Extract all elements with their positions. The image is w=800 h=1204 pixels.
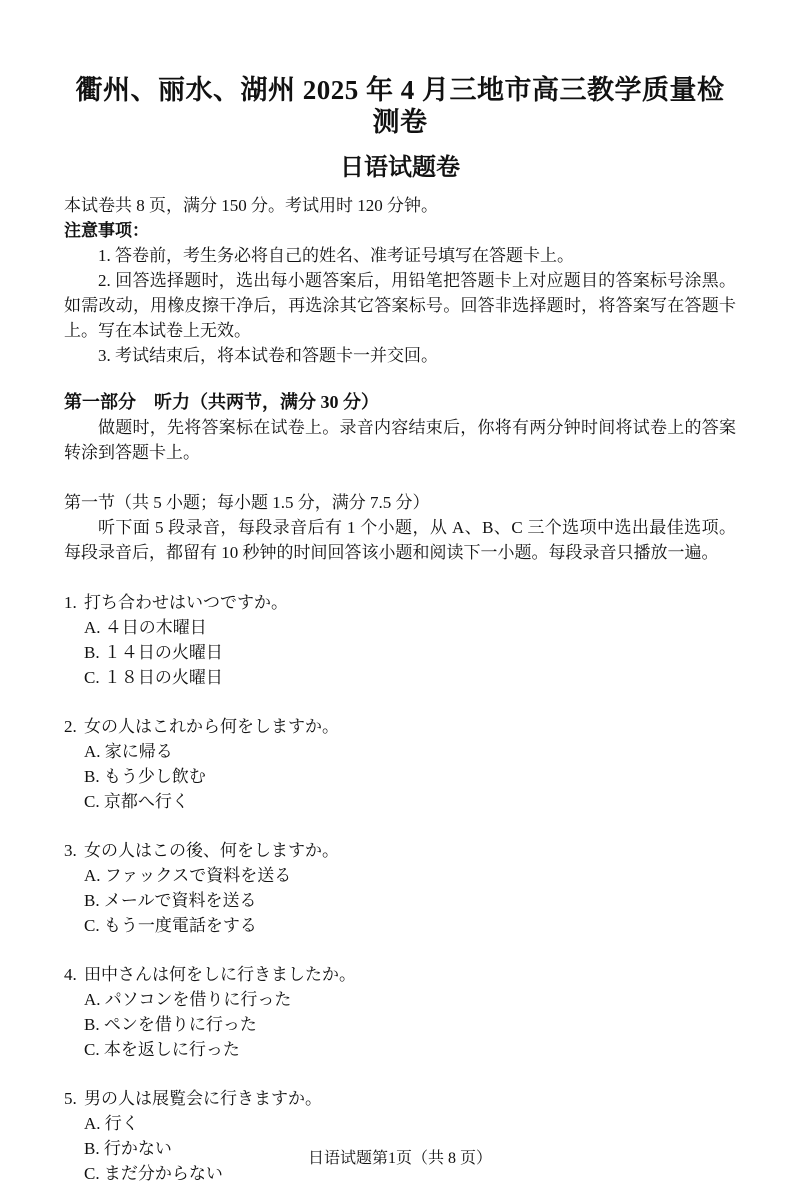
question-block-3 (64, 838, 736, 938)
notes-heading: 注意事项： (64, 221, 149, 240)
paper-info-line: 本试卷共 8 页，满分 150 分。考试用时 120 分钟。 (64, 196, 438, 215)
listening-section-heading: 第一节（共 5 小题；每小题 1.5 分，满分 7.5 分） (64, 493, 430, 512)
paper-subtitle: 日语试题卷 (340, 154, 460, 181)
question-option-c: C. まだ分からない (84, 1164, 223, 1183)
question-text: 女の人はこれから何をしますか。 (84, 717, 339, 736)
question-option-c: C. もう一度電話をする (84, 916, 257, 935)
question-block-4 (64, 962, 736, 1062)
question-block-2 (64, 714, 736, 814)
question-option-a: A. 家に帰る (84, 742, 173, 761)
question-option-a: A. ４日の木曜日 (84, 618, 207, 637)
exam-title: 衢州、丽水、湖州 2025 年 4 月三地市高三教学质量检测卷 (75, 75, 725, 137)
question-line (64, 838, 736, 863)
questions-list (64, 590, 736, 1186)
question-text: 男の人は展覧会に行きますか。 (84, 1089, 322, 1108)
question-number: 3. (64, 841, 77, 860)
listening-section-intro: 听下面 5 段录音，每段录音后有 1 个小题，从 A、B、C 三个选项中选出最佳选项。每段录音后，都留有 10 秒钟的时间回答该小题和阅读下一小题。每段录音只播放一遍。 (64, 518, 736, 562)
question-option-c: C. 京都へ行く (84, 792, 189, 811)
question-option-b: B. メールで資料を送る (84, 891, 257, 910)
question-option-b: B. 行かない (84, 1139, 172, 1158)
note-item-3: 3. 考试结束后，将本试卷和答题卡一并交回。 (98, 346, 438, 365)
question-text: 打ち合わせはいつですか。 (84, 593, 288, 612)
page-footer: 日语试题第1页（共 8 页） (307, 1150, 492, 1167)
question-line (64, 590, 736, 615)
question-option-b: B. もう少し飲む (84, 767, 206, 786)
listening-part-heading: 第一部分 听力（共两节，满分 30 分） (64, 392, 379, 412)
question-option-a: A. パソコンを借りに行った (84, 990, 292, 1009)
note-item-2: 2. 回答选择题时，选出每小题答案后，用铅笔把答题卡上对应题目的答案标号涂黑。如需改动，用橡皮擦干净后，再选涂其它答案标号。回答非选择题时，将答案写在答题卡上。写在本试卷上无效。 (64, 271, 736, 340)
question-option-a: A. 行く (84, 1114, 139, 1133)
note-item-1: 1. 答卷前，考生务必将自己的姓名、准考证号填写在答题卡上。 (98, 246, 574, 265)
question-number: 1. (64, 593, 77, 612)
question-block-1 (64, 590, 736, 690)
question-number: 4. (64, 965, 77, 984)
question-option-a: A. ファックスで資料を送る (84, 866, 292, 885)
question-block-5 (64, 1086, 736, 1186)
question-option-c: C. 本を返しに行った (84, 1040, 240, 1059)
question-number: 2. (64, 717, 77, 736)
question-line (64, 962, 736, 987)
question-line (64, 1086, 736, 1111)
question-text: 女の人はこの後、何をしますか。 (84, 841, 339, 860)
listening-part-intro: 做题时，先将答案标在试卷上。录音内容结束后，你将有两分钟时间将试卷上的答案转涂到答题卡上。 (64, 418, 736, 462)
question-number: 5. (64, 1089, 77, 1108)
question-option-b: B. ペンを借りに行った (84, 1015, 257, 1034)
question-line (64, 714, 736, 739)
question-option-b: B. １４日の火曜日 (84, 643, 223, 662)
question-option-c: C. １８日の火曜日 (84, 668, 223, 687)
question-text: 田中さんは何をしに行きましたか。 (84, 965, 356, 984)
